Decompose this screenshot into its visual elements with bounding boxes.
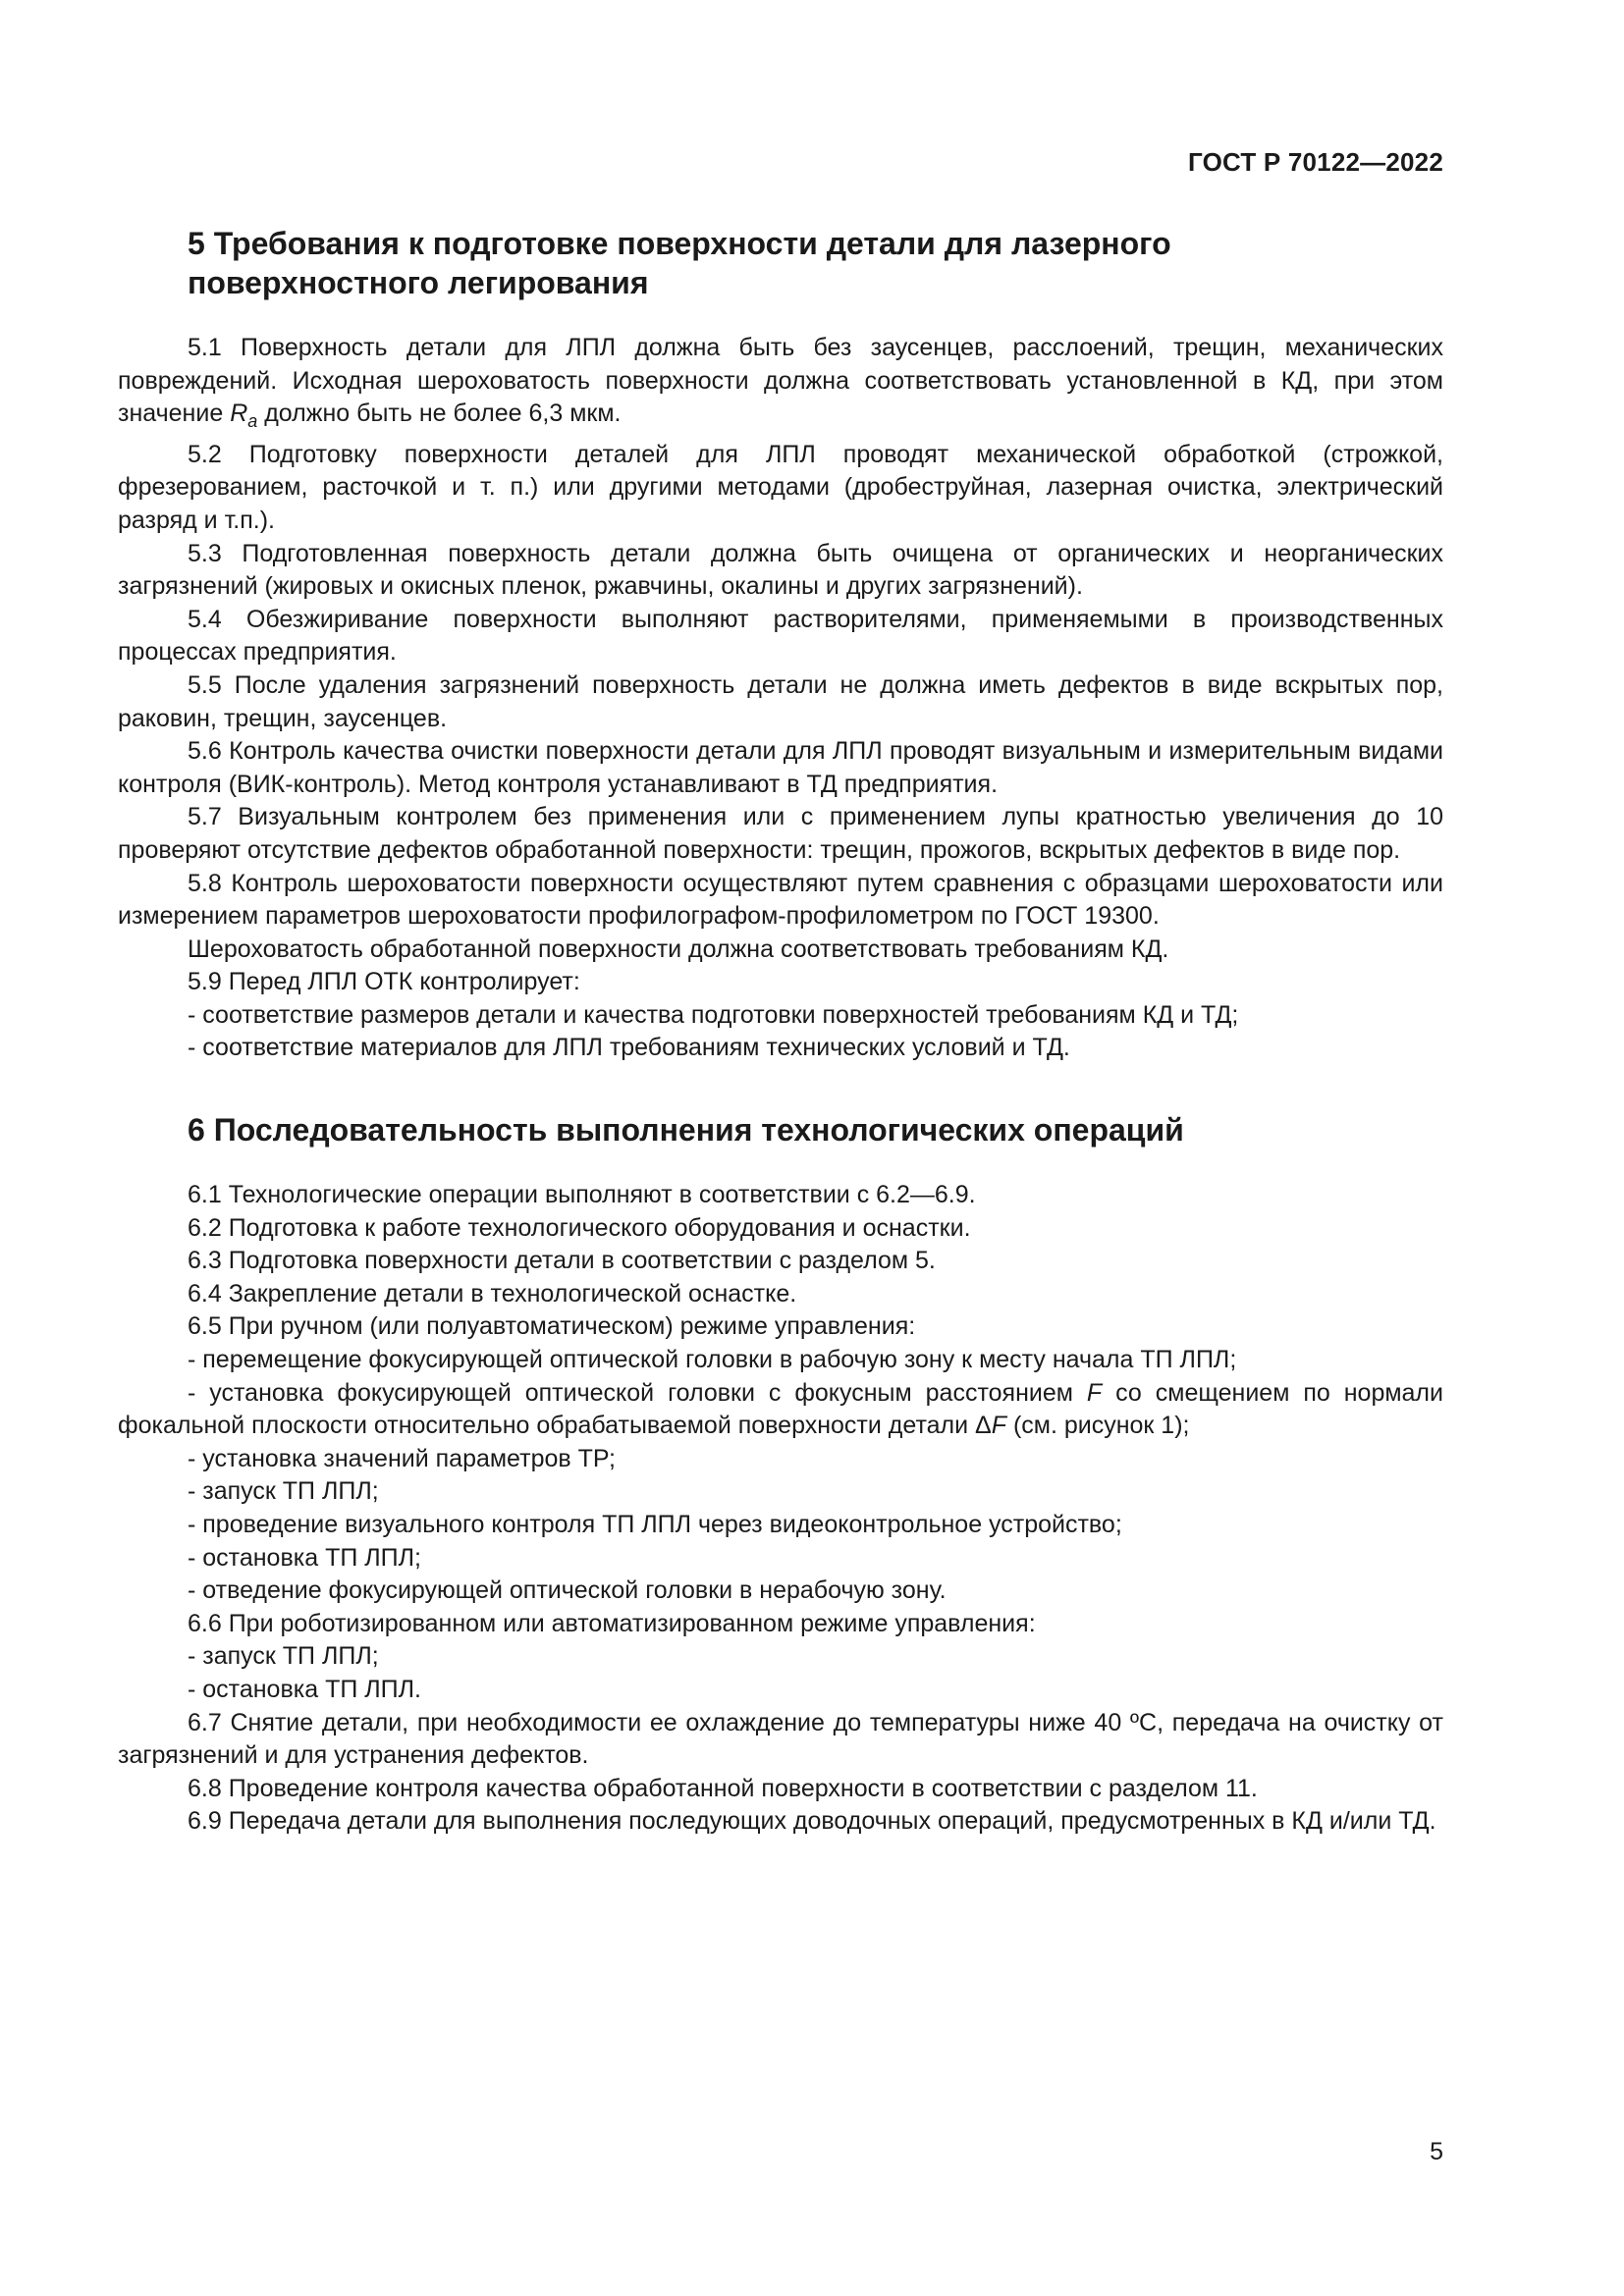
list-item: - запуск ТП ЛПЛ; xyxy=(188,1642,379,1671)
paragraph-5-7: 5.7 Визуальным контролем без применения или с применением лупы кратностью увеличения до 10 проверяют отсутствие дефектов обработанной поверхности: трещин, прожогов, вскрытых дефектов в виде пор. xyxy=(118,803,1443,864)
paragraph-5-2: 5.2 Подготовку поверхности деталей для ЛПЛ проводят механической обработкой (строжкой, фрезерованием, расточкой и т. п.) или другими методами (дробеструйная, лазерная очистка, электрический разряд и т.п.). xyxy=(118,440,1443,534)
paragraph-5-1 xyxy=(118,332,1443,439)
paragraph-5-5: 5.5 После удаления загрязнений поверхность детали не должна иметь дефектов в виде вскрытых пор, раковин, трещин, заусенцев. xyxy=(118,670,1443,732)
list-item: - соответствие размеров детали и качества подготовки поверхностей требованиям КД и ТД; xyxy=(188,1000,1239,1029)
list-item: - запуск ТП ЛПЛ; xyxy=(188,1477,379,1506)
section-5-title xyxy=(118,224,1443,302)
section-5-title-line1: 5 Требования к подготовке поверхности детали для лазерного xyxy=(188,226,1171,261)
list-item-text-mid: со смещением по нормали фокальной плоскости относительно обрабатываемой поверхности детали Δ xyxy=(118,1378,1443,1440)
list-item: - проведение визуального контроля ТП ЛПЛ через видеоконтрольное устройство; xyxy=(188,1511,1122,1538)
roughness-subscript: a xyxy=(247,411,258,432)
paragraph-5-9: 5.9 Перед ЛПЛ ОТК контролирует: xyxy=(188,968,580,996)
list-item xyxy=(118,1377,1443,1443)
roughness-symbol: R xyxy=(230,400,248,428)
paragraph-6-7: 6.7 Снятие детали, при необходимости ее охлаждение до температуры ниже 40 ºС, передача на очистку от загрязнений и для устранения дефектов. xyxy=(118,1708,1443,1770)
list-item: - остановка ТП ЛПЛ. xyxy=(188,1675,421,1703)
paragraph-6-3: 6.3 Подготовка поверхности детали в соответствии с разделом 5. xyxy=(188,1247,936,1275)
focal-offset-symbol: F xyxy=(991,1412,1006,1440)
paragraph-5-4: 5.4 Обезжиривание поверхности выполняют растворителями, применяемыми в производственных процессах предприятия. xyxy=(118,605,1443,667)
paragraph-5-3: 5.3 Подготовленная поверхность детали должна быть очищена от органических и неорганических загрязнений (жировых и окисных пленок, ржавчины, окалины и других загрязнений). xyxy=(118,539,1443,601)
paragraph-5-1-end: должно быть не более 6,3 мкм. xyxy=(257,400,622,428)
paragraph-6-9: 6.9 Передача детали для выполнения последующих доводочных операций, предусмотренных в КД и/или ТД. xyxy=(188,1807,1436,1836)
paragraph-6-5: 6.5 При ручном (или полуавтоматическом) режиме управления: xyxy=(188,1312,916,1341)
list-item: - остановка ТП ЛПЛ; xyxy=(188,1543,421,1572)
list-item: - отведение фокусирующей оптической головки в нерабочую зону. xyxy=(188,1576,947,1605)
section-5-title-line2: поверхностного легирования xyxy=(188,265,649,300)
page-content xyxy=(118,224,1443,1839)
paragraph-6-2: 6.2 Подготовка к работе технологического оборудования и оснастки. xyxy=(188,1213,971,1242)
list-item: - перемещение фокусирующей оптической головки в рабочую зону к месту начала ТП ЛПЛ; xyxy=(188,1346,1237,1374)
paragraph-5-8: 5.8 Контроль шероховатости поверхности осуществляют путем сравнения с образцами шероховатости или измерением параметров шероховатости профилографом-профилометром по ГОСТ 19300. xyxy=(118,869,1443,931)
section-6-title: 6 Последовательность выполнения технологических операций xyxy=(188,1112,1184,1148)
list-item: - установка значений параметров ТР; xyxy=(188,1444,616,1472)
paragraph-5-8b: Шероховатость обработанной поверхности должна соответствовать требованиям КД. xyxy=(188,934,1169,963)
paragraph-5-6: 5.6 Контроль качества очистки поверхности детали для ЛПЛ проводят визуальным и измерительным видами контроля (ВИК-контроль). Метод контроля устанавливают в ТД предприятия. xyxy=(118,737,1443,798)
paragraph-6-4: 6.4 Закрепление детали в технологической оснастке. xyxy=(188,1279,797,1308)
list-item-text-end: (см. рисунок 1); xyxy=(1006,1412,1190,1440)
paragraph-6-6: 6.6 При роботизированном или автоматизированном режиме управления: xyxy=(188,1609,1036,1637)
document-number: ГОСТ Р 70122—2022 xyxy=(1188,147,1443,177)
list-item: - соответствие материалов для ЛПЛ требованиям технических условий и ТД. xyxy=(188,1034,1070,1062)
paragraph-6-1: 6.1 Технологические операции выполняют в соответствии с 6.2—6.9. xyxy=(188,1181,976,1209)
paragraph-5-1-text: 5.1 Поверхность детали для ЛПЛ должна быть без заусенцев, расслоений, трещин, механических повреждений. Исходная шероховатость поверхности должна соответствовать установленной в КД, при этом значение xyxy=(118,334,1443,428)
list-item-text: - установка фокусирующей оптической головки с фокусным расстоянием xyxy=(188,1378,1087,1407)
page-number: 5 xyxy=(1430,2138,1443,2165)
paragraph-6-8: 6.8 Проведение контроля качества обработанной поверхности в соответствии с разделом 11. xyxy=(188,1774,1258,1802)
focal-distance-symbol: F xyxy=(1086,1378,1103,1407)
